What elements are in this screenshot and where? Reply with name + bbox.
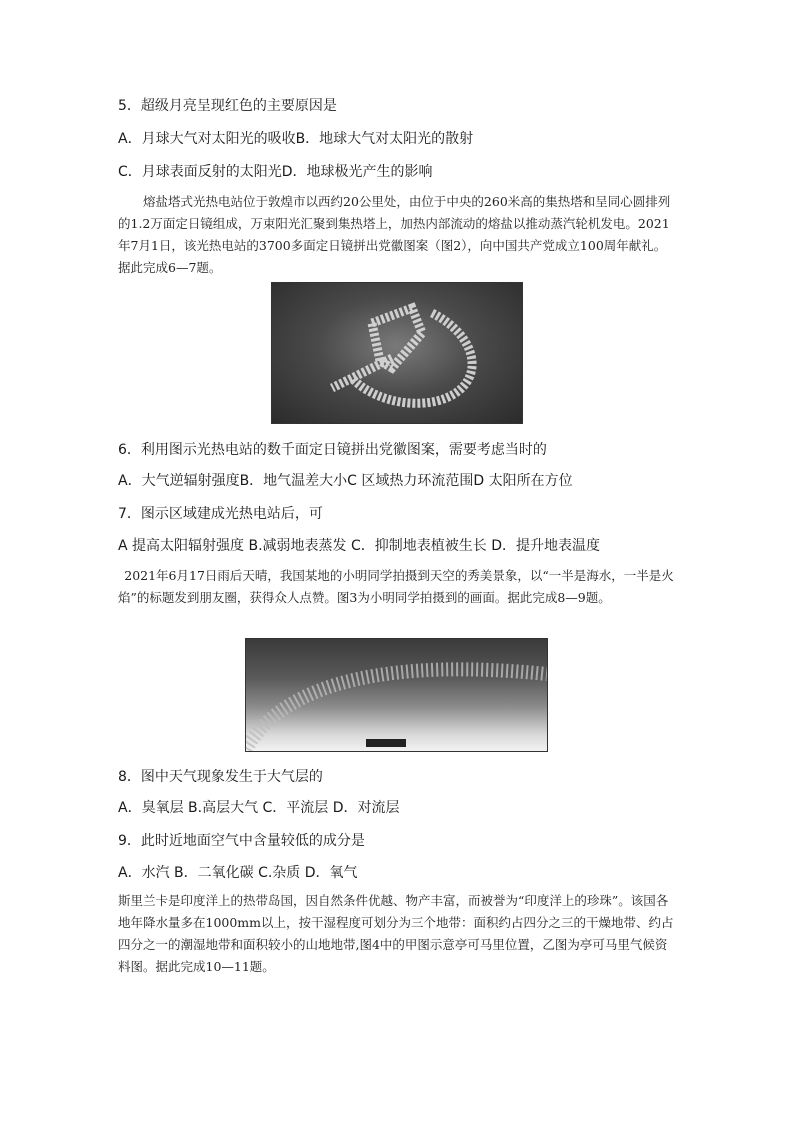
cloud-arc-image — [246, 639, 547, 751]
passage-sky-photo: 2021年6月17日雨后天晴，我国某地的小明同学拍摄到天空的秀美景象，以“一半是海水，一半是火焰”的标题发到朋友圈，获得众人点赞。图3为小明同学拍摄到的画面。据此完成8—9题。 — [118, 568, 674, 605]
q8-options: A．臭氧层 B.高层大气 C．平流层 D．对流层 — [118, 800, 400, 816]
q9-options: A．水汽 B．二氧化碳 C.杂质 D．氧气 — [118, 865, 358, 881]
party-emblem-photo — [271, 282, 523, 424]
passage-solar-plant: 熔盐塔式光热电站位于敦煌市以西约20公里处，由位于中央的260米高的集热塔和呈同心圆排列的1.2万面定日镜组成，万束阳光汇聚到集热塔上，加热内部流动的熔盐以推动蒸汽轮机发电。2021年7月1日，该光热电站的3700多面定日镜拼出党徽图案（图2），向中国共产党成立100周年献礼。据此完成6—7题。 — [118, 194, 671, 275]
q5-stem: 5．超级月亮呈现红色的主要原因是 — [118, 98, 337, 114]
q5-options-cd: C．月球表面反射的太阳光D．地球极光产生的影响 — [118, 164, 433, 180]
passage-sri-lanka: 斯里兰卡是印度洋上的热带岛国，因自然条件优越、物产丰富，而被誉为“印度洋上的珍珠”。该国各地年降水量多在1000mm以上，按干湿程度可划分为三个地带：面积约占四分之三的干燥地带、约占四分之一的潮湿地带和面积较小的山地地带,图4中的甲图示意亭可马里位置，乙图为亭可马里气候资料图。据此完成10—11题。 — [118, 893, 674, 974]
q6-stem: 6．利用图示光热电站的数千面定日镜拼出党徽图案，需要考虑当时的 — [118, 442, 547, 458]
q7-stem: 7．图示区域建成光热电站后，可 — [118, 506, 323, 522]
party-emblem-mirrors-image — [272, 283, 522, 423]
q8-stem: 8．图中天气现象发生于大气层的 — [118, 769, 323, 785]
q6-options: A．大气逆辐射强度B．地气温差大小C 区域热力环流范围D 太阳所在方位 — [118, 473, 573, 489]
q7-options: A 提高太阳辐射强度 B.减弱地表蒸发 C．抑制地表植被生长 D．提升地表温度 — [118, 538, 600, 554]
sky-half-sea-half-fire-photo — [245, 638, 548, 752]
q5-options-ab: A．月球大气对太阳光的吸收B．地球大气对太阳光的散射 — [118, 131, 474, 147]
q9-stem: 9．此时近地面空气中含量较低的成分是 — [118, 833, 365, 849]
